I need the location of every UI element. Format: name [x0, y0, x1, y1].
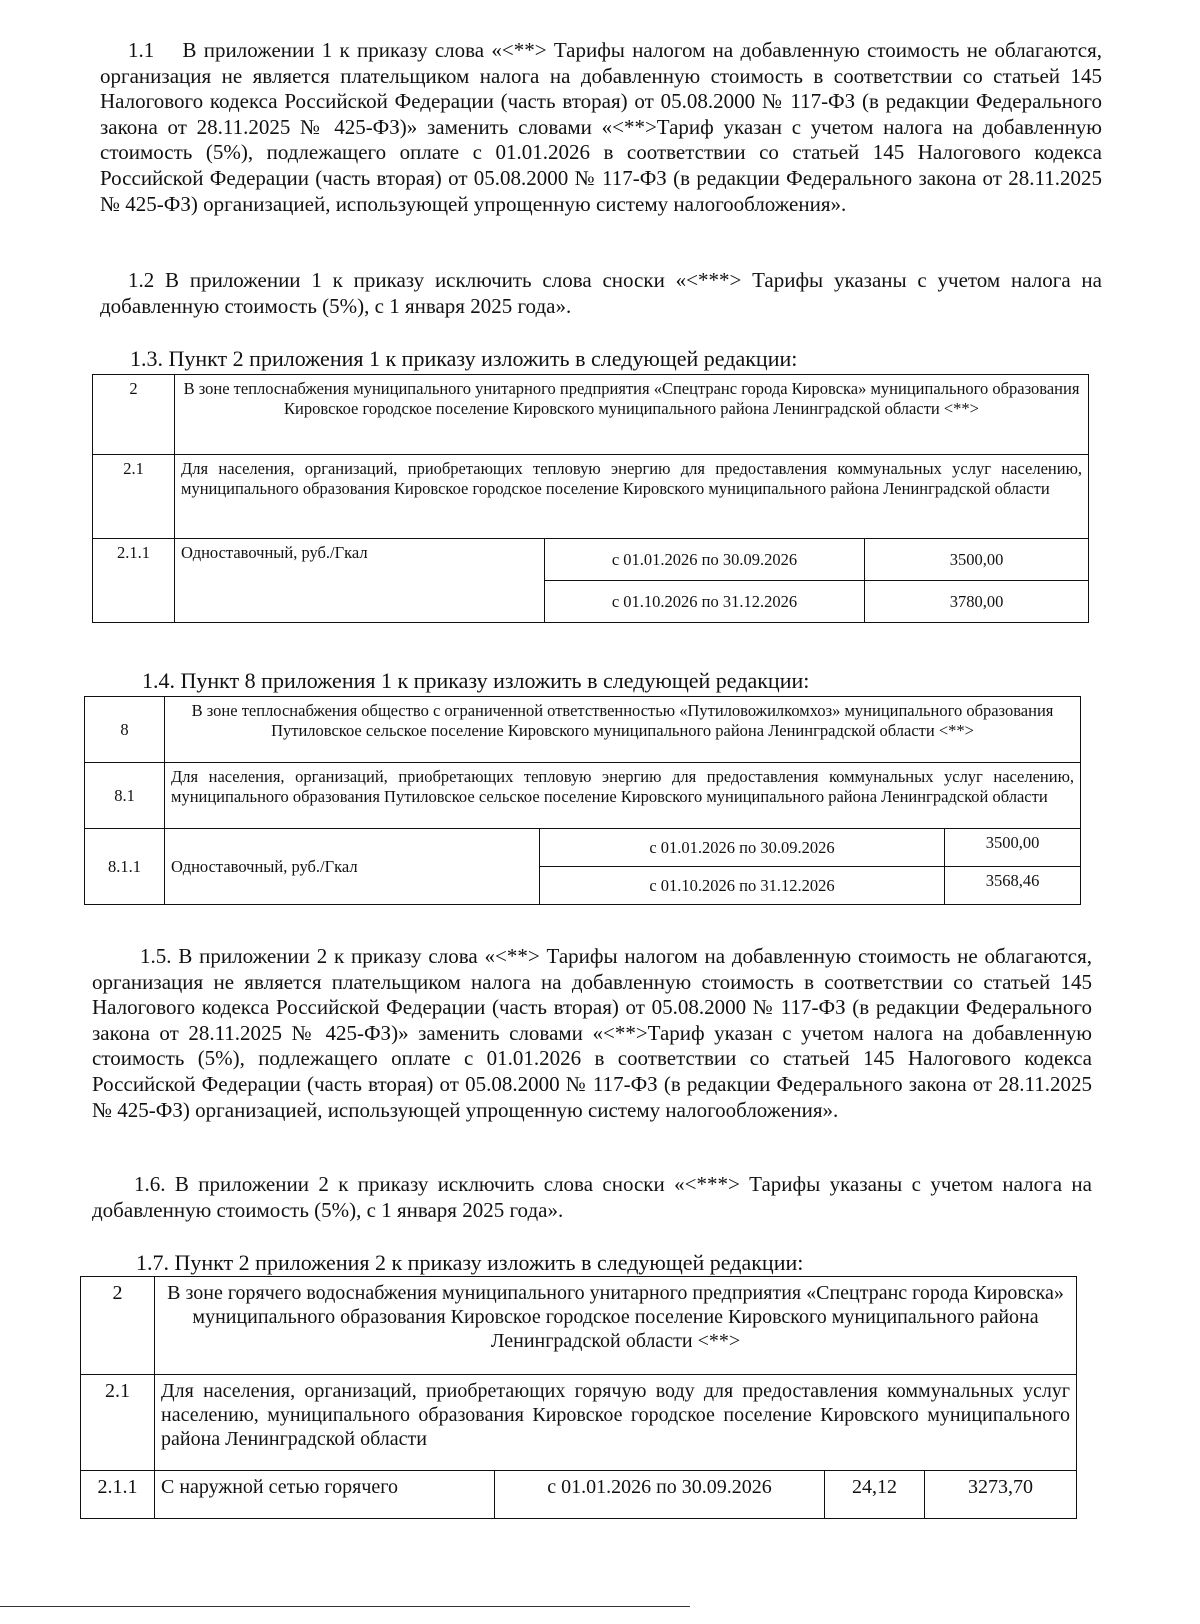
table-cell-period: с 01.10.2026 по 31.12.2026 — [540, 867, 945, 905]
table-cell-period: с 01.10.2026 по 31.12.2026 — [545, 581, 865, 623]
lead-1-3: 1.3. Пункт 2 приложения 1 к приказу изложить в следующей редакции: — [130, 346, 798, 371]
table-cell-value: 3273,70 — [925, 1471, 1077, 1519]
table-cell-num: 2.1.1 — [81, 1471, 155, 1519]
table-cell-num: 2.1 — [81, 1375, 155, 1471]
table-cell-value: 3500,00 — [865, 539, 1089, 581]
table-cell-tariff-type: Одноставочный, руб./Гкал — [165, 829, 540, 905]
page-bottom-rule — [0, 1606, 690, 1607]
table-cell-num: 8.1.1 — [85, 829, 165, 905]
table-cell-value: 3780,00 — [865, 581, 1089, 623]
paragraph-1-1: 1.1 В приложении 1 к приказу слова «<**> Тарифы налогом на добавленную стоимость не облагаются, организация не является плательщиком налога на добавленную стоимость в соответствии со статьей 145 Налогового кодекса Российской Федерации (часть вторая) от 05.08.2000 № 117-ФЗ (в редакции Федерального закона от 28.11.2025 № 425-ФЗ)» заменить словами «<**>Тариф указан с учетом налога на добавленную стоимость (5%), подлежащего оплате с 01.01.2026 в соответствии со статьей 145 Налогового кодекса Российской Федерации (часть вторая) от 05.08.2000 № 117-ФЗ (в редакции Федерального закона от 28.11.2025 № 425-ФЗ) организацией, использующей упрощенную систему налогообложения». — [100, 38, 1102, 216]
table-cell-num: 8 — [85, 697, 165, 763]
table-cell-num: 2.1.1 — [93, 539, 175, 623]
paragraph-1-2: 1.2 В приложении 1 к приказу исключить слова сноски «<***> Тарифы указаны с учетом налога на добавленную стоимость (5%), с 1 января 2025 года». — [100, 268, 1102, 318]
table-cell-zone: В зоне горячего водоснабжения муниципального унитарного предприятия «Спецтранс города Кировска» муниципального образования Кировское городское поселение Кировского муниципального района Ленинградской области <**> — [155, 1277, 1077, 1375]
table-cell-consumers: Для населения, организаций, приобретающих горячую воду для предоставления коммунальных услуг населению, муниципального образования Кировское городское поселение Кировского муниципального района Ленинградской области — [155, 1375, 1077, 1471]
table-cell-value: 3500,00 — [945, 829, 1081, 867]
tariff-table-2 — [84, 696, 1081, 905]
table-cell-value: 24,12 — [825, 1471, 925, 1519]
table-cell-num: 2.1 — [93, 455, 175, 539]
table-cell-period: с 01.01.2026 по 30.09.2026 — [545, 539, 865, 581]
table-cell-tariff-type: Одноставочный, руб./Гкал — [175, 539, 545, 623]
table-cell-num: 2 — [93, 375, 175, 455]
table-cell-period: с 01.01.2026 по 30.09.2026 — [540, 829, 945, 867]
table-cell-num: 2 — [81, 1277, 155, 1375]
table-cell-period: с 01.01.2026 по 30.09.2026 — [495, 1471, 825, 1519]
tariff-table-3 — [80, 1276, 1077, 1519]
table-cell-tariff-type: С наружной сетью горячего — [155, 1471, 495, 1519]
table-cell-zone: В зоне теплоснабжения муниципального унитарного предприятия «Спецтранс города Кировска» муниципального образования Кировское городское поселение Кировского муниципального района Ленинградской области <**> — [175, 375, 1089, 455]
table-cell-consumers: Для населения, организаций, приобретающих тепловую энергию для предоставления коммунальных услуг населению, муниципального образования Кировское городское поселение Кировского муниципального района Ленинградской области — [175, 455, 1089, 539]
table-cell-consumers: Для населения, организаций, приобретающих тепловую энергию для предоставления коммунальных услуг населению, муниципального образования Путиловское сельское поселение Кировского муниципального района Ленинградской области — [165, 763, 1081, 829]
lead-1-4: 1.4. Пункт 8 приложения 1 к приказу изложить в следующей редакции: — [142, 668, 810, 693]
paragraph-1-6: 1.6. В приложении 2 к приказу исключить слова сноски «<***> Тарифы указаны с учетом налога на добавленную стоимость (5%), с 1 января 2025 года». — [92, 1172, 1092, 1222]
table-cell-zone: В зоне теплоснабжения общество с ограниченной ответственностью «Путиловожилкомхоз» муниципального образования Путиловское сельское поселение Кировского муниципального района Ленинградской области <**> — [165, 697, 1081, 763]
paragraph-1-5: 1.5. В приложении 2 к приказу слова «<**> Тарифы налогом на добавленную стоимость не облагаются, организация не является плательщиком налога на добавленную стоимость в соответствии со статьей 145 Налогового кодекса Российской Федерации (часть вторая) от 05.08.2000 № 117-ФЗ (в редакции Федерального закона от 28.11.2025 № 425-ФЗ)» заменить словами «<**>Тариф указан с учетом налога на добавленную стоимость (5%), подлежащего оплате с 01.01.2026 в соответствии со статьей 145 Налогового кодекса Российской Федерации (часть вторая) от 05.08.2000 № 117-ФЗ (в редакции Федерального закона от 28.11.2025 № 425-ФЗ) организацией, использующей упрощенную систему налогообложения». — [92, 944, 1092, 1122]
lead-1-7: 1.7. Пункт 2 приложения 2 к приказу изложить в следующей редакции: — [136, 1250, 804, 1275]
table-cell-num: 8.1 — [85, 763, 165, 829]
tariff-table-1 — [92, 374, 1089, 623]
table-cell-value: 3568,46 — [945, 867, 1081, 905]
